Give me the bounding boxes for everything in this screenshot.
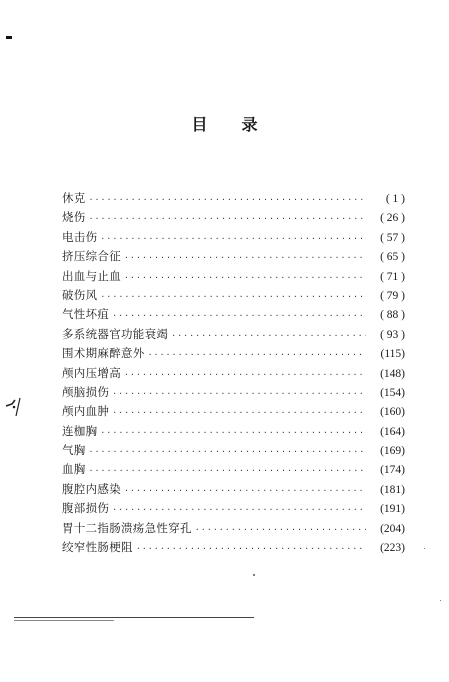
toc-entry-page: ( 26 ) bbox=[380, 212, 405, 225]
toc-entry-page: ( 88 ) bbox=[380, 309, 405, 322]
toc-entry-page: ( 93 ) bbox=[380, 328, 405, 341]
toc-entry-title: 胃十二指肠溃疡急性穿孔 bbox=[62, 520, 192, 535]
toc-entry bbox=[62, 305, 405, 324]
toc-leader-dots bbox=[171, 326, 366, 345]
toc-leader-dots bbox=[112, 306, 366, 325]
toc-entry bbox=[62, 208, 405, 227]
toc-entry-title: 腹部损伤 bbox=[62, 501, 110, 516]
toc-leader-dots bbox=[136, 539, 366, 558]
toc-entry bbox=[62, 189, 405, 208]
toc-entry-title: 挤压综合征 bbox=[62, 249, 121, 264]
toc-entry-page: (223) bbox=[380, 542, 405, 555]
toc-entry-page: (181) bbox=[380, 483, 405, 496]
toc-entry-page: (191) bbox=[380, 503, 405, 516]
toc-entry-page: (115) bbox=[380, 348, 405, 361]
scan-speck bbox=[253, 574, 255, 576]
toc-entry-title: 破伤风 bbox=[62, 287, 98, 302]
toc-entry bbox=[62, 325, 405, 344]
toc-entry bbox=[62, 480, 405, 499]
scan-speck bbox=[440, 600, 441, 601]
pen-mark-icon bbox=[2, 392, 32, 418]
toc-entry bbox=[62, 228, 405, 247]
toc-entry bbox=[62, 538, 405, 557]
toc-entry bbox=[62, 402, 405, 421]
toc-entry bbox=[62, 364, 405, 383]
bottom-rule-faint bbox=[14, 620, 114, 621]
toc-entry-title: 烧伤 bbox=[62, 210, 86, 225]
toc-entry-title: 出血与止血 bbox=[62, 268, 121, 283]
toc-entry-title: 多系统器官功能衰竭 bbox=[62, 326, 169, 341]
toc-entry bbox=[62, 344, 405, 363]
title-char-2: 录 bbox=[241, 115, 258, 134]
toc-leader-dots bbox=[89, 190, 366, 209]
toc-leader-dots bbox=[124, 268, 366, 287]
toc-entry-page: (148) bbox=[380, 367, 405, 380]
toc-entry bbox=[62, 247, 405, 266]
toc-entry bbox=[62, 383, 405, 402]
toc-entry-page: (169) bbox=[380, 445, 405, 458]
toc-entry-page: ( 1 ) bbox=[385, 193, 405, 205]
toc-entry-title: 气胸 bbox=[62, 443, 86, 458]
bottom-rule bbox=[14, 617, 254, 618]
toc-entry-title: 电击伤 bbox=[62, 229, 98, 244]
toc-entry bbox=[62, 460, 405, 479]
toc-leader-dots bbox=[148, 345, 366, 364]
toc-entry-title: 颅内压增高 bbox=[62, 365, 121, 380]
toc-entry bbox=[62, 267, 405, 286]
toc-leader-dots bbox=[112, 500, 366, 519]
scan-speck bbox=[424, 548, 425, 549]
toc-leader-dots bbox=[100, 229, 366, 248]
toc-leader-dots bbox=[100, 423, 366, 442]
toc-entry bbox=[62, 499, 405, 518]
toc-entry-title: 血胸 bbox=[62, 462, 86, 477]
page-title bbox=[0, 112, 449, 135]
toc-entry bbox=[62, 286, 405, 305]
toc-entry-title: 连枷胸 bbox=[62, 423, 98, 438]
toc-entry-page: (154) bbox=[380, 386, 405, 399]
toc-leader-dots bbox=[124, 248, 366, 267]
toc-entry bbox=[62, 519, 405, 538]
toc-entry-page: ( 79 ) bbox=[380, 289, 405, 302]
toc-entry bbox=[62, 441, 405, 460]
toc-entry-page: (160) bbox=[380, 406, 405, 419]
table-of-contents bbox=[62, 189, 405, 557]
toc-entry bbox=[62, 422, 405, 441]
toc-entry-page: ( 71 ) bbox=[380, 270, 405, 283]
toc-entry-page: ( 57 ) bbox=[380, 231, 405, 244]
toc-entry-title: 围术期麻醉意外 bbox=[62, 346, 145, 361]
toc-entry-title: 腹腔内感染 bbox=[62, 481, 121, 496]
toc-leader-dots bbox=[112, 384, 366, 403]
scan-mark bbox=[6, 36, 12, 39]
toc-leader-dots bbox=[112, 403, 366, 422]
toc-entry-title: 颅脑损伤 bbox=[62, 384, 110, 399]
toc-leader-dots bbox=[100, 287, 366, 306]
toc-leader-dots bbox=[124, 365, 366, 384]
toc-leader-dots bbox=[89, 442, 366, 461]
toc-leader-dots bbox=[89, 209, 366, 228]
toc-leader-dots bbox=[89, 461, 366, 480]
toc-leader-dots bbox=[124, 481, 366, 500]
toc-leader-dots bbox=[195, 520, 366, 539]
toc-entry-page: ( 65 ) bbox=[380, 251, 405, 264]
toc-entry-page: (204) bbox=[380, 522, 405, 535]
toc-entry-title: 休克 bbox=[62, 191, 86, 205]
toc-entry-page: (174) bbox=[380, 464, 405, 477]
toc-entry-title: 绞窄性肠梗阻 bbox=[62, 540, 133, 555]
toc-entry-title: 气性坏疽 bbox=[62, 307, 110, 322]
title-char-1: 目 bbox=[191, 115, 208, 134]
toc-entry-title: 颅内血肿 bbox=[62, 404, 110, 419]
toc-entry-page: (164) bbox=[380, 425, 405, 438]
